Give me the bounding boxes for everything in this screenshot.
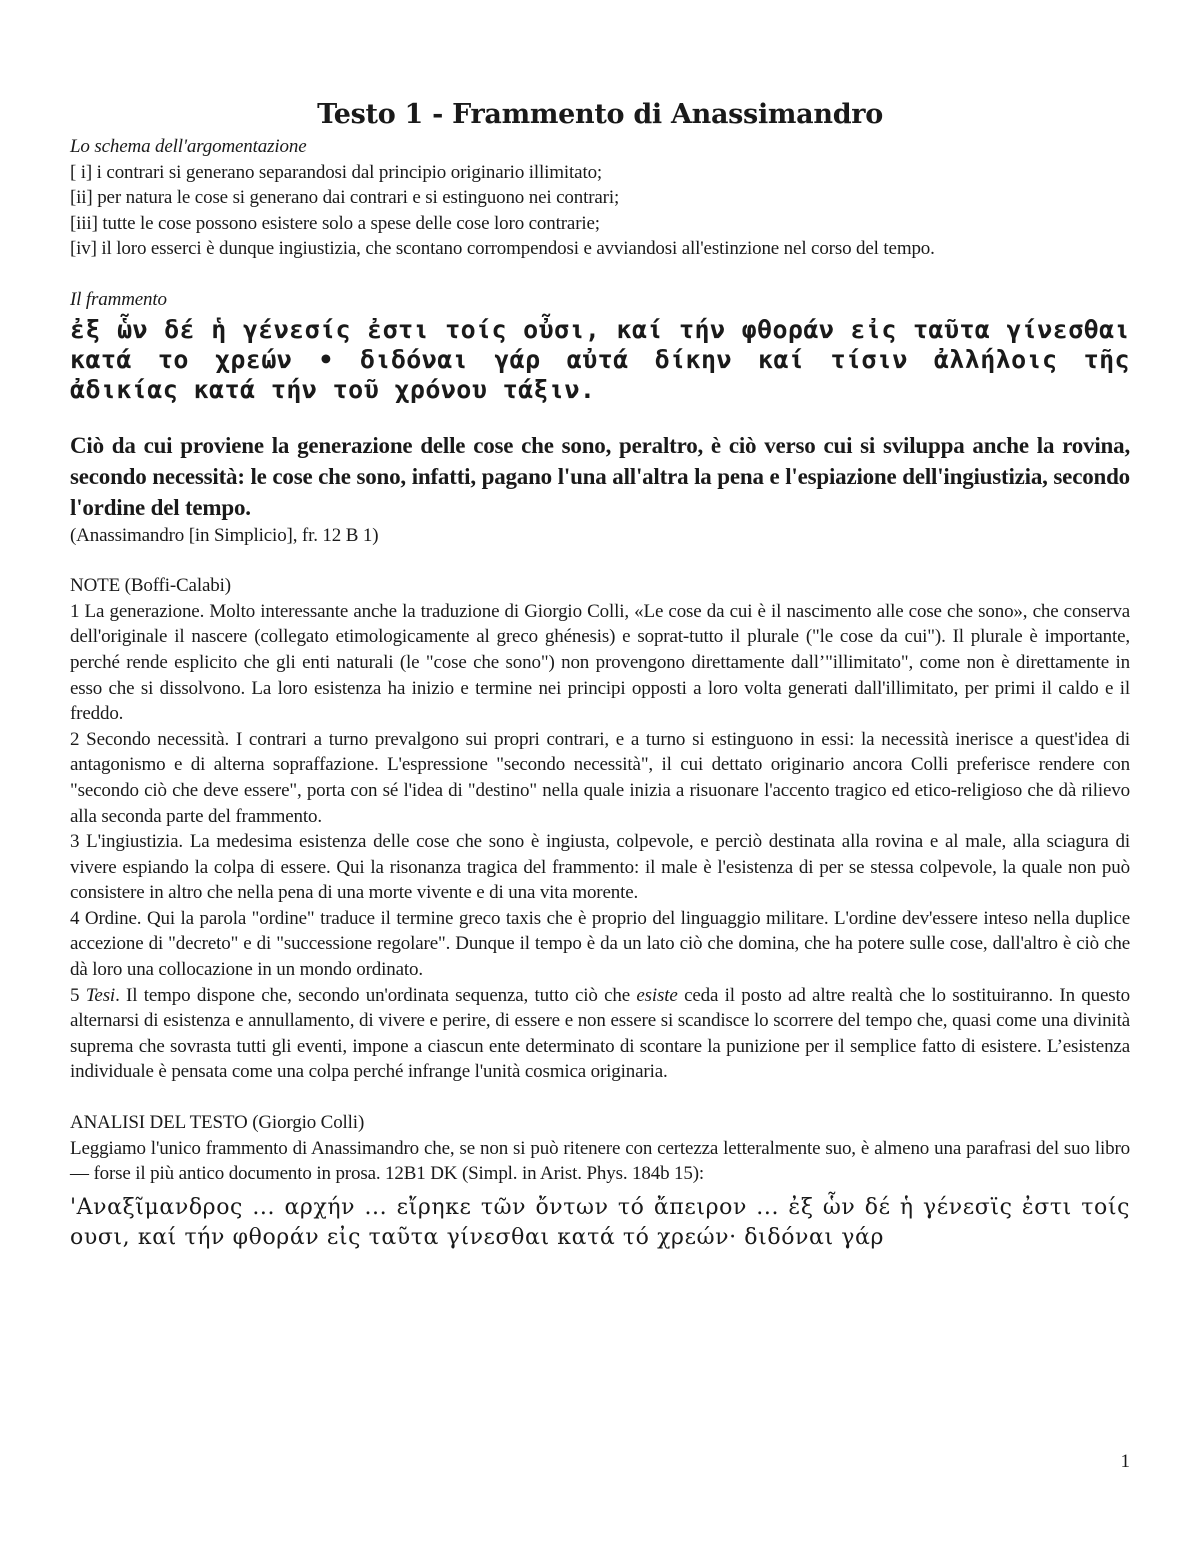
- spacer: [70, 405, 1130, 430]
- page-number: 1: [1120, 1451, 1130, 1472]
- fragment-section: [70, 287, 1130, 548]
- fragment-greek-text: ἐξ ὧν δέ ἡ γένεσίς ἐστι τοίς οὖσι, καί τήν φθοράν εἰς ταῦτα γίνεσθαι κατά το χρεών • διδόναι γάρ αὐτά δίκην καί τίσιν ἀλλήλοις τῆς ἀδικίας κατά τήν τοῦ χρόνου τάξιν.: [70, 314, 1130, 404]
- note-text: ceda il posto ad altre realtà che lo sostituiranno. In questo alternarsi di esistenza e annullamento, di vivere e perire, di essere e non essere si scandisce lo scorrere del tempo che, quasi come una divinità suprema che sovrasta tutti gli eventi, impone a ciascun ente determinato di scontare la punizione per il semplice fatto di esistere. L’esistenza individuale è pensata come una colpa perché infrange l'unità cosmica originaria.: [70, 984, 1131, 1083]
- spacer: [70, 262, 1130, 287]
- note-item: 2 Secondo necessità. I contrari a turno prevalgono sui propri contrari, e a turno si estinguono in essi: la necessità inerisce a quest'idea di antagonismo e di alterna sopraffazione. L'espressione "secondo necessità", il cui dettato originario ancora Colli preferisce rendere con "secondo ciò che deve essere", porta con sé l'idea di "destino" nella quale inizia a risuonare l'accento tragico ed etico-religioso che dà rilievo alla seconda parte del frammento.: [70, 728, 1130, 827]
- spacer: [70, 548, 1130, 573]
- note-item: [70, 983, 1130, 1085]
- argument-schema: [70, 134, 1130, 262]
- spacer: [70, 1085, 1130, 1110]
- note-term: Tesi: [85, 984, 116, 1006]
- note-item: 1 La generazione. Molto interessante anche la traduzione di Giorgio Colli, «Le cose da cui è il nascimento alle cose che sono», che conserva dell'originale il nascere (collegato etimologicamente al greco ghénesis) e soprat-tutto il plurale ("le cose da cui"). Il plurale è importante, perché rende esplicito che gli enti naturali (le "cose che sono") non provengono direttamente dall’"illimitato", come non è direttamente in esso che si dissolvono. La loro esistenza ha inizio e termine nei principi opposti a loro volta generati dall'illimitato, per primi il caldo e il freddo.: [70, 600, 1130, 725]
- document-title: Testo 1 - Frammento di Anassimandro: [317, 99, 883, 130]
- fragment-heading: Il frammento: [70, 288, 167, 310]
- analysis-text: Leggiamo l'unico frammento di Anassimandro che, se non si può ritenere con certezza letteralmente suo, è almeno una parafrasi del suo libro — forse il più antico documento in prosa. 12B1 DK (Simpl. in Arist. Phys. 184b 15):: [70, 1137, 1130, 1185]
- notes-section: [70, 573, 1130, 1085]
- note-text: . Il tempo dispone che, secondo un'ordinata sequenza, tutto ciò che: [115, 984, 637, 1006]
- schema-item: [iv] il loro esserci è dunque ingiustizia, che scontano corrompendosi e avviandosi all'estinzione nel corso del tempo.: [70, 238, 935, 260]
- analysis-greek-quote: 'Αναξῖμανδρος ... αρχήν ... εἴρηκε τῶν ὄντων τό ἄπειρον ... ἐξ ὧν δέ ἡ γένεσϊς ἐστι τοίς ουσι, καί τήν φθοράν εἰς ταῦτα γίνεσθαι κατά τό χρεών· διδόναι γάρ: [70, 1194, 1130, 1250]
- note-emphasis: esiste: [636, 984, 678, 1006]
- schema-item: [ i] i contrari si generano separandosi dal principio originario illimitato;: [70, 161, 603, 183]
- schema-item: [ii] per natura le cose si generano dai contrari e si estinguono nei contrari;: [70, 187, 620, 209]
- notes-heading: NOTE (Boffi-Calabi): [70, 575, 231, 597]
- note-item: 3 L'ingiustizia. La medesima esistenza delle cose che sono è ingiusta, colpevole, e perciò destinata alla rovina e al male, alla sciagura di vivere espiando la colpa di essere. Qui la risonanza tragica del frammento: il male è l'esistenza di per se stessa colpevole, la quale non può consistere in altro che nella pena di una morte vivente e di una vita morente.: [70, 831, 1130, 904]
- note-item: 4 Ordine. Qui la parola "ordine" traduce il termine greco taxis che è proprio del linguaggio militare. L'ordine dev'essere inteso nella duplice accezione di "decreto" e di "successione regolare". Dunque il tempo è da un lato ciò che domina, che ha potere sulle cose, dall'altro è ciò che dà loro una collocazione in un mondo ordinato.: [70, 907, 1130, 981]
- analysis-section: [70, 1110, 1130, 1253]
- schema-heading: Lo schema dell'argomentazione: [70, 136, 307, 157]
- note-number: 5: [70, 984, 86, 1006]
- schema-item: [iii] tutte le cose possono esistere solo a spese delle cose loro contrarie;: [70, 212, 600, 234]
- fragment-translation: Ciò da cui proviene la generazione delle cose che sono, peraltro, è ciò verso cui si sviluppa anche la rovina, secondo necessità: le cose che sono, infatti, pagano l'una all'altra la pena e l'espiazione dell'ingiustizia, secondo l'ordine del tempo.: [70, 432, 1130, 520]
- analysis-heading: ANALISI DEL TESTO (Giorgio Colli): [70, 1112, 365, 1134]
- fragment-source: (Anassimandro [in Simplicio], fr. 12 B 1): [70, 524, 379, 546]
